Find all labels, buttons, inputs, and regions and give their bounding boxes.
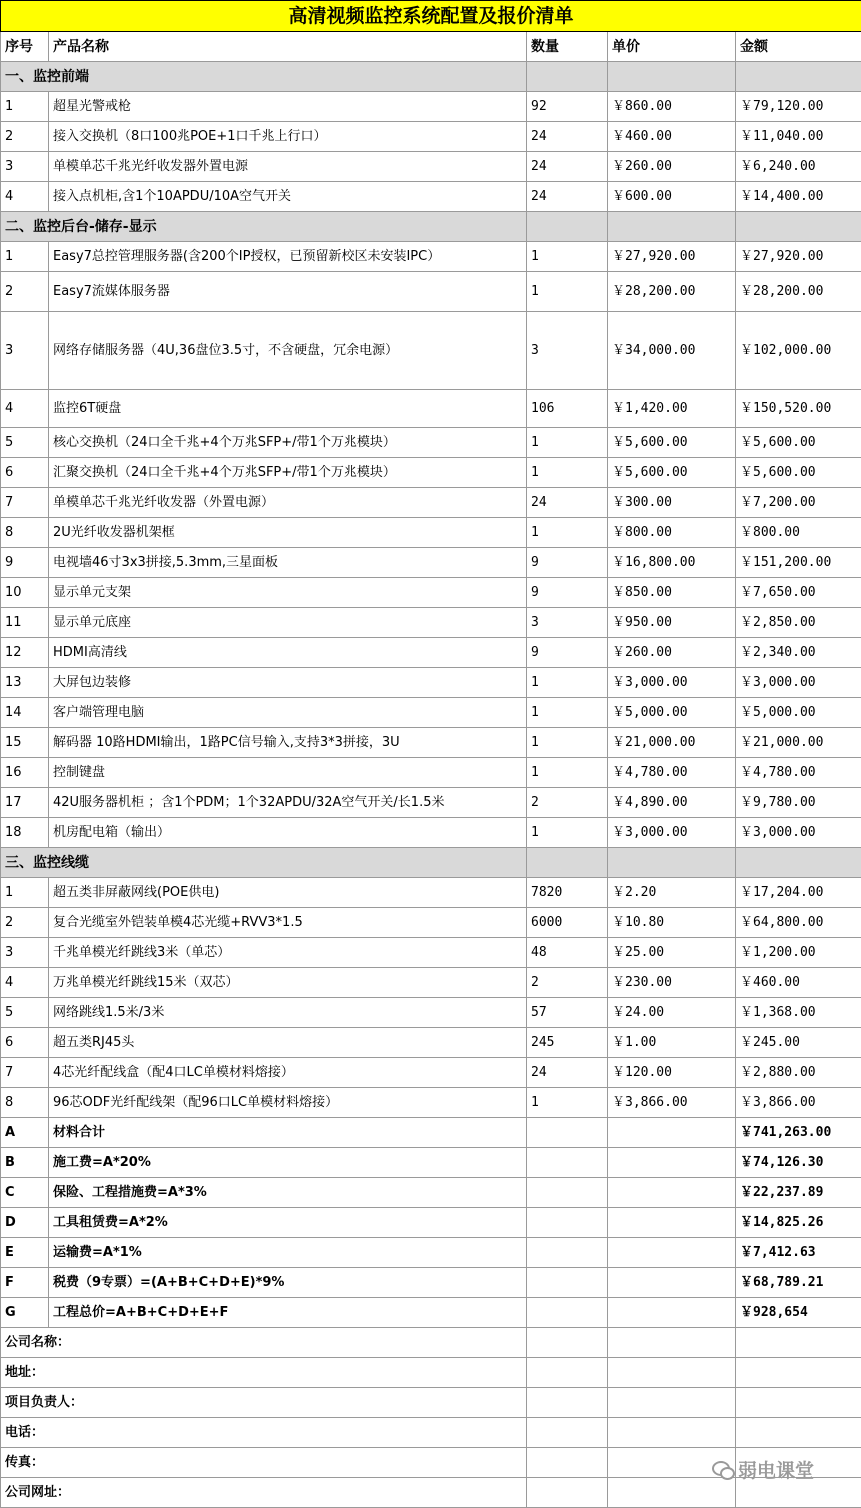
table-row: [1, 182, 861, 212]
empty-cell: [527, 212, 608, 242]
table-row: [1, 968, 861, 998]
section-header-row: [1, 848, 861, 878]
cell-no: 6: [1, 1028, 49, 1058]
empty-cell: [608, 1328, 736, 1358]
table-row: [1, 1088, 861, 1118]
cell-price: ￥25.00: [608, 938, 736, 968]
cell-qty: 1: [527, 272, 608, 312]
empty-cell: [527, 1178, 608, 1208]
empty-cell: [527, 1208, 608, 1238]
cell-no: 1: [1, 242, 49, 272]
cell-name: 控制键盘: [49, 758, 527, 788]
summary-no: B: [1, 1148, 49, 1178]
empty-cell: [608, 1208, 736, 1238]
cell-qty: 245: [527, 1028, 608, 1058]
cell-amount: ￥460.00: [736, 968, 861, 998]
table-row: [1, 938, 861, 968]
cell-name: 机房配电箱（输出）: [49, 818, 527, 848]
cell-no: 13: [1, 668, 49, 698]
cell-price: ￥1,420.00: [608, 390, 736, 428]
cell-no: 16: [1, 758, 49, 788]
info-row: [1, 1358, 861, 1388]
cell-name: 大屏包边装修: [49, 668, 527, 698]
table-row: [1, 998, 861, 1028]
cell-no: 7: [1, 488, 49, 518]
cell-amount: ￥7,200.00: [736, 488, 861, 518]
summary-row: [1, 1298, 861, 1328]
cell-name: Easy7总控管理服务器(含200个IP授权，已预留新校区未安装IPC）: [49, 242, 527, 272]
cell-price: ￥28,200.00: [608, 272, 736, 312]
info-row: [1, 1328, 861, 1358]
empty-cell: [608, 1388, 736, 1418]
summary-row: [1, 1178, 861, 1208]
cell-no: 15: [1, 728, 49, 758]
cell-price: ￥260.00: [608, 638, 736, 668]
cell-name: 复合光缆室外铠装单模4芯光缆+RVV3*1.5: [49, 908, 527, 938]
cell-name: 汇聚交换机（24口全千兆+4个万兆SFP+/带1个万兆模块）: [49, 458, 527, 488]
summary-name: 材料合计: [49, 1118, 527, 1148]
summary-name: 运输费=A*1%: [49, 1238, 527, 1268]
table-row: [1, 428, 861, 458]
cell-no: 1: [1, 92, 49, 122]
section-title: 三、监控线缆: [1, 848, 527, 878]
empty-cell: [608, 848, 736, 878]
cell-price: ￥4,780.00: [608, 758, 736, 788]
cell-name: 监控6T硬盘: [49, 390, 527, 428]
summary-no: C: [1, 1178, 49, 1208]
info-label: 传真：: [1, 1448, 527, 1478]
summary-amount: ￥74,126.30: [736, 1148, 861, 1178]
empty-cell: [736, 62, 861, 92]
cell-qty: 106: [527, 390, 608, 428]
cell-no: 18: [1, 818, 49, 848]
empty-cell: [736, 212, 861, 242]
cell-price: ￥21,000.00: [608, 728, 736, 758]
table-row: [1, 758, 861, 788]
cell-name: 单模单芯千兆光纤收发器外置电源: [49, 152, 527, 182]
cell-price: ￥4,890.00: [608, 788, 736, 818]
cell-amount: ￥17,204.00: [736, 878, 861, 908]
cell-price: ￥10.80: [608, 908, 736, 938]
table-row: [1, 312, 861, 390]
cell-price: ￥230.00: [608, 968, 736, 998]
cell-price: ￥800.00: [608, 518, 736, 548]
info-label: 项目负责人：: [1, 1388, 527, 1418]
table-row: [1, 878, 861, 908]
info-row: [1, 1418, 861, 1448]
cell-no: 14: [1, 698, 49, 728]
cell-qty: 1: [527, 428, 608, 458]
header-price: 单价: [608, 32, 736, 62]
cell-no: 4: [1, 182, 49, 212]
cell-name: 千兆单模光纤跳线3米（单芯）: [49, 938, 527, 968]
cell-amount: ￥6,240.00: [736, 152, 861, 182]
cell-amount: ￥245.00: [736, 1028, 861, 1058]
cell-qty: 92: [527, 92, 608, 122]
cell-name: 显示单元支架: [49, 578, 527, 608]
table-row: [1, 1058, 861, 1088]
cell-qty: 9: [527, 548, 608, 578]
cell-amount: ￥3,000.00: [736, 818, 861, 848]
cell-no: 2: [1, 908, 49, 938]
cell-amount: ￥151,200.00: [736, 548, 861, 578]
empty-cell: [608, 1358, 736, 1388]
empty-cell: [608, 1238, 736, 1268]
cell-no: 3: [1, 152, 49, 182]
cell-price: ￥5,600.00: [608, 428, 736, 458]
quotation-table-body: [1, 1, 861, 1508]
cell-qty: 24: [527, 182, 608, 212]
cell-name: 2U光纤收发器机架框: [49, 518, 527, 548]
empty-cell: [736, 1328, 861, 1358]
summary-amount: ￥68,789.21: [736, 1268, 861, 1298]
cell-amount: ￥2,850.00: [736, 608, 861, 638]
cell-qty: 2: [527, 968, 608, 998]
cell-price: ￥600.00: [608, 182, 736, 212]
summary-no: G: [1, 1298, 49, 1328]
cell-qty: 1: [527, 668, 608, 698]
summary-amount: ￥22,237.89: [736, 1178, 861, 1208]
cell-qty: 24: [527, 488, 608, 518]
table-row: [1, 818, 861, 848]
cell-price: ￥950.00: [608, 608, 736, 638]
empty-cell: [608, 1268, 736, 1298]
cell-price: ￥850.00: [608, 578, 736, 608]
summary-amount: ￥741,263.00: [736, 1118, 861, 1148]
table-row: [1, 728, 861, 758]
cell-qty: 1: [527, 518, 608, 548]
summary-amount: ￥928,654: [736, 1298, 861, 1328]
empty-cell: [527, 62, 608, 92]
cell-qty: 1: [527, 758, 608, 788]
cell-amount: ￥3,866.00: [736, 1088, 861, 1118]
cell-price: ￥300.00: [608, 488, 736, 518]
cell-amount: ￥1,200.00: [736, 938, 861, 968]
empty-cell: [736, 848, 861, 878]
empty-cell: [736, 1418, 861, 1448]
cell-qty: 6000: [527, 908, 608, 938]
table-row: [1, 1028, 861, 1058]
summary-amount: ￥7,412.63: [736, 1238, 861, 1268]
cell-name: 接入交换机（8口100兆POE+1口千兆上行口）: [49, 122, 527, 152]
cell-price: ￥24.00: [608, 998, 736, 1028]
empty-cell: [527, 1418, 608, 1448]
empty-cell: [608, 1148, 736, 1178]
summary-row: [1, 1118, 861, 1148]
watermark-text: 弱电课堂: [738, 1456, 814, 1483]
table-row: [1, 908, 861, 938]
section-header-row: [1, 212, 861, 242]
empty-cell: [527, 848, 608, 878]
cell-qty: 48: [527, 938, 608, 968]
table-row: [1, 638, 861, 668]
section-title: 一、监控前端: [1, 62, 527, 92]
cell-name: 网络存储服务器（4U,36盘位3.5寸，不含硬盘，冗余电源）: [49, 312, 527, 390]
cell-price: ￥3,000.00: [608, 818, 736, 848]
table-row: [1, 92, 861, 122]
cell-qty: 3: [527, 312, 608, 390]
empty-cell: [527, 1358, 608, 1388]
cell-name: 96芯ODF光纤配线架（配96口LC单模材料熔接）: [49, 1088, 527, 1118]
cell-price: ￥860.00: [608, 92, 736, 122]
cell-name: 核心交换机（24口全千兆+4个万兆SFP+/带1个万兆模块）: [49, 428, 527, 458]
cell-qty: 24: [527, 1058, 608, 1088]
cell-name: HDMI高清线: [49, 638, 527, 668]
cell-no: 6: [1, 458, 49, 488]
cell-name: 42U服务器机柜 ；含1个PDM；1个32APDU/32A空气开关/长1.5米: [49, 788, 527, 818]
table-row: [1, 608, 861, 638]
empty-cell: [608, 212, 736, 242]
empty-cell: [608, 1178, 736, 1208]
cell-qty: 7820: [527, 878, 608, 908]
cell-name: 接入点机柜,含1个10APDU/10A空气开关: [49, 182, 527, 212]
section-header-row: [1, 62, 861, 92]
cell-no: 5: [1, 428, 49, 458]
cell-qty: 1: [527, 458, 608, 488]
summary-name: 工具租赁费=A*2%: [49, 1208, 527, 1238]
cell-amount: ￥11,040.00: [736, 122, 861, 152]
cell-price: ￥3,866.00: [608, 1088, 736, 1118]
cell-name: 4芯光纤配线盒（配4口LC单模材料熔接）: [49, 1058, 527, 1088]
empty-cell: [527, 1478, 608, 1508]
cell-price: ￥120.00: [608, 1058, 736, 1088]
header-name: 产品名称: [49, 32, 527, 62]
cell-qty: 1: [527, 818, 608, 848]
cell-no: 8: [1, 518, 49, 548]
summary-name: 工程总价=A+B+C+D+E+F: [49, 1298, 527, 1328]
table-row: [1, 458, 861, 488]
cell-price: ￥460.00: [608, 122, 736, 152]
cell-amount: ￥9,780.00: [736, 788, 861, 818]
cell-qty: 1: [527, 728, 608, 758]
table-row: [1, 152, 861, 182]
table-row: [1, 548, 861, 578]
cell-qty: 24: [527, 122, 608, 152]
cell-name: 显示单元底座: [49, 608, 527, 638]
cell-no: 12: [1, 638, 49, 668]
cell-qty: 1: [527, 698, 608, 728]
cell-amount: ￥1,368.00: [736, 998, 861, 1028]
cell-amount: ￥2,340.00: [736, 638, 861, 668]
cell-qty: 2: [527, 788, 608, 818]
info-label: 公司名称：: [1, 1328, 527, 1358]
empty-cell: [608, 62, 736, 92]
cell-no: 4: [1, 390, 49, 428]
cell-amount: ￥14,400.00: [736, 182, 861, 212]
header-qty: 数量: [527, 32, 608, 62]
cell-amount: ￥5,600.00: [736, 428, 861, 458]
empty-cell: [608, 1118, 736, 1148]
header-no: 序号: [1, 32, 49, 62]
table-row: [1, 518, 861, 548]
cell-qty: 1: [527, 1088, 608, 1118]
info-label: 地址：: [1, 1358, 527, 1388]
table-row: [1, 698, 861, 728]
cell-qty: 1: [527, 242, 608, 272]
summary-no: F: [1, 1268, 49, 1298]
watermark: [712, 1456, 814, 1483]
cell-price: ￥27,920.00: [608, 242, 736, 272]
cell-no: 17: [1, 788, 49, 818]
header-amount: 金额: [736, 32, 861, 62]
summary-row: [1, 1238, 861, 1268]
cell-no: 5: [1, 998, 49, 1028]
empty-cell: [527, 1388, 608, 1418]
cell-no: 2: [1, 122, 49, 152]
cell-name: 超五类RJ45头: [49, 1028, 527, 1058]
cell-price: ￥5,000.00: [608, 698, 736, 728]
cell-name: 万兆单模光纤跳线15米（双芯）: [49, 968, 527, 998]
summary-name: 保险、工程措施费=A*3%: [49, 1178, 527, 1208]
table-row: [1, 242, 861, 272]
summary-name: 税费（9专票）=(A+B+C+D+E)*9%: [49, 1268, 527, 1298]
summary-row: [1, 1148, 861, 1178]
cell-no: 10: [1, 578, 49, 608]
table-row: [1, 272, 861, 312]
table-row: [1, 578, 861, 608]
cell-amount: ￥64,800.00: [736, 908, 861, 938]
summary-no: E: [1, 1238, 49, 1268]
cell-no: 2: [1, 272, 49, 312]
cell-amount: ￥102,000.00: [736, 312, 861, 390]
empty-cell: [527, 1328, 608, 1358]
cell-price: ￥5,600.00: [608, 458, 736, 488]
cell-no: 4: [1, 968, 49, 998]
cell-amount: ￥79,120.00: [736, 92, 861, 122]
empty-cell: [527, 1118, 608, 1148]
table-row: [1, 488, 861, 518]
cell-qty: 24: [527, 152, 608, 182]
cell-no: 3: [1, 938, 49, 968]
cell-price: ￥3,000.00: [608, 668, 736, 698]
cell-amount: ￥3,000.00: [736, 668, 861, 698]
cell-no: 9: [1, 548, 49, 578]
empty-cell: [527, 1238, 608, 1268]
table-row: [1, 122, 861, 152]
summary-name: 施工费=A*20%: [49, 1148, 527, 1178]
table-row: [1, 668, 861, 698]
cell-amount: ￥800.00: [736, 518, 861, 548]
cell-qty: 57: [527, 998, 608, 1028]
empty-cell: [527, 1298, 608, 1328]
cell-amount: ￥150,520.00: [736, 390, 861, 428]
empty-cell: [527, 1148, 608, 1178]
header-row: [1, 32, 861, 62]
section-title: 二、监控后台-储存-显示: [1, 212, 527, 242]
cell-price: ￥2.20: [608, 878, 736, 908]
cell-qty: 9: [527, 638, 608, 668]
title-row: [1, 1, 861, 32]
empty-cell: [527, 1268, 608, 1298]
cell-no: 3: [1, 312, 49, 390]
summary-no: A: [1, 1118, 49, 1148]
cell-qty: 9: [527, 578, 608, 608]
empty-cell: [608, 1298, 736, 1328]
cell-amount: ￥21,000.00: [736, 728, 861, 758]
cell-amount: ￥7,650.00: [736, 578, 861, 608]
cell-name: 超五类非屏蔽网线(POE供电): [49, 878, 527, 908]
info-label: 电话：: [1, 1418, 527, 1448]
cell-price: ￥1.00: [608, 1028, 736, 1058]
cell-name: 客户端管理电脑: [49, 698, 527, 728]
cell-amount: ￥27,920.00: [736, 242, 861, 272]
cell-amount: ￥5,000.00: [736, 698, 861, 728]
cell-no: 8: [1, 1088, 49, 1118]
info-row: [1, 1388, 861, 1418]
cell-name: 网络跳线1.5米/3米: [49, 998, 527, 1028]
cell-no: 1: [1, 878, 49, 908]
wechat-icon: [712, 1461, 734, 1479]
cell-no: 7: [1, 1058, 49, 1088]
cell-name: Easy7流媒体服务器: [49, 272, 527, 312]
table-row: [1, 390, 861, 428]
empty-cell: [736, 1388, 861, 1418]
page-title: 高清视频监控系统配置及报价清单: [1, 1, 861, 32]
table-row: [1, 788, 861, 818]
empty-cell: [527, 1448, 608, 1478]
cell-amount: ￥4,780.00: [736, 758, 861, 788]
cell-amount: ￥5,600.00: [736, 458, 861, 488]
cell-name: 单模单芯千兆光纤收发器（外置电源）: [49, 488, 527, 518]
cell-price: ￥260.00: [608, 152, 736, 182]
cell-no: 11: [1, 608, 49, 638]
empty-cell: [608, 1418, 736, 1448]
summary-amount: ￥14,825.26: [736, 1208, 861, 1238]
cell-name: 超星光警戒枪: [49, 92, 527, 122]
summary-row: [1, 1208, 861, 1238]
cell-name: 解码器 10路HDMI输出，1路PC信号输入,支持3*3拼接，3U: [49, 728, 527, 758]
empty-cell: [736, 1358, 861, 1388]
cell-price: ￥16,800.00: [608, 548, 736, 578]
summary-no: D: [1, 1208, 49, 1238]
cell-amount: ￥2,880.00: [736, 1058, 861, 1088]
cell-amount: ￥28,200.00: [736, 272, 861, 312]
cell-qty: 3: [527, 608, 608, 638]
cell-price: ￥34,000.00: [608, 312, 736, 390]
info-label: 公司网址：: [1, 1478, 527, 1508]
summary-row: [1, 1268, 861, 1298]
cell-name: 电视墙46寸3x3拼接,5.3mm,三星面板: [49, 548, 527, 578]
